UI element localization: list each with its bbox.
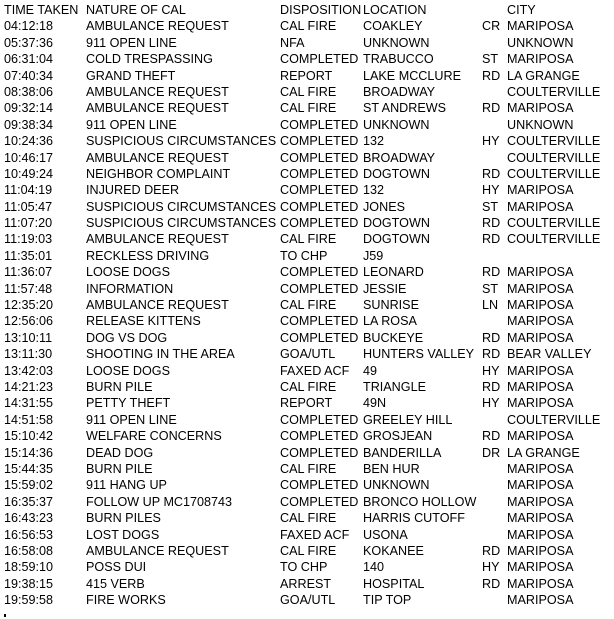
cell-city: COULTERVILLE <box>507 166 601 181</box>
cell-location: HARRIS CUTOFF <box>363 511 465 526</box>
cell-location: LA ROSA <box>363 314 417 329</box>
cell-nature: PETTY THEFT <box>86 396 171 411</box>
header-time-taken: TIME TAKEN <box>4 3 79 17</box>
table-row <box>4 461 610 477</box>
cell-street-suffix: HY <box>482 363 500 378</box>
cell-time: 10:49:24 <box>4 166 54 181</box>
cell-disposition: CAL FIRE <box>280 84 337 99</box>
cell-location: BRONCO HOLLOW <box>363 494 477 509</box>
cell-disposition: COMPLETED <box>280 117 359 132</box>
cell-time: 14:51:58 <box>4 412 54 427</box>
cell-nature: POSS DUI <box>86 560 147 575</box>
cell-time: 11:35:01 <box>4 248 53 263</box>
table-row <box>4 264 610 280</box>
table-row <box>4 445 610 461</box>
table-row <box>4 363 610 379</box>
cell-street-suffix: ST <box>482 281 499 296</box>
cell-city: COULTERVILLE <box>507 232 601 247</box>
cell-location: 132 <box>363 183 385 198</box>
table-row <box>4 100 610 116</box>
cell-location: DOGTOWN <box>363 166 430 181</box>
table-row <box>4 150 610 166</box>
header-city: CITY <box>507 3 536 17</box>
cell-city: MARIPOSA <box>507 511 574 526</box>
header-location: LOCATION <box>363 3 427 17</box>
cell-disposition: COMPLETED <box>280 281 359 296</box>
cell-location: GREELEY HILL <box>363 412 453 427</box>
cell-nature: GRAND THEFT <box>86 68 176 83</box>
table-row <box>4 166 610 182</box>
cell-location: LAKE MCCLURE <box>363 68 461 83</box>
cell-time: 11:07:20 <box>4 216 53 231</box>
cell-time: 14:21:23 <box>4 379 54 394</box>
cell-street-suffix: DR <box>482 445 501 460</box>
cell-time: 12:35:20 <box>4 298 54 313</box>
cell-disposition: CAL FIRE <box>280 232 337 247</box>
cell-city: MARIPOSA <box>507 379 574 394</box>
cell-time: 08:38:06 <box>4 84 54 99</box>
cell-time: 07:40:34 <box>4 68 54 83</box>
cell-location: BUCKEYE <box>363 330 424 345</box>
cell-disposition: COMPLETED <box>280 52 359 67</box>
cell-street-suffix: HY <box>482 560 500 575</box>
cell-time: 13:42:03 <box>4 363 54 378</box>
cell-street-suffix: HY <box>482 396 500 411</box>
cell-city: MARIPOSA <box>507 429 574 444</box>
cell-nature: 911 OPEN LINE <box>86 35 177 50</box>
cell-disposition: COMPLETED <box>280 265 359 280</box>
table-body <box>4 18 610 608</box>
cell-disposition: FAXED ACF <box>280 363 350 378</box>
cell-disposition: COMPLETED <box>280 183 359 198</box>
cell-street-suffix: RD <box>482 265 501 280</box>
cell-city: MARIPOSA <box>507 576 574 591</box>
cell-disposition: FAXED ACF <box>280 527 350 542</box>
cell-city: MARIPOSA <box>507 478 574 493</box>
cell-time: 09:32:14 <box>4 101 54 116</box>
cell-nature: COLD TRESPASSING <box>86 52 213 67</box>
table-row <box>4 428 610 444</box>
cell-street-suffix: RD <box>482 543 501 558</box>
table-row <box>4 527 610 543</box>
cell-location: BROADWAY <box>363 150 436 165</box>
cell-street-suffix: RD <box>482 347 501 362</box>
cell-time: 16:58:08 <box>4 543 54 558</box>
cell-nature: FIRE WORKS <box>86 593 166 608</box>
cell-disposition: COMPLETED <box>280 216 359 231</box>
cell-location: HOSPITAL <box>363 576 425 591</box>
cell-disposition: REPORT <box>280 396 333 411</box>
table-row <box>4 199 610 215</box>
table-row <box>4 559 610 575</box>
cell-location: JONES <box>363 199 405 214</box>
cell-nature: INJURED DEER <box>86 183 180 198</box>
cell-nature: DEAD DOG <box>86 445 154 460</box>
cell-location: COAKLEY <box>363 19 423 34</box>
cell-time: 11:05:47 <box>4 199 53 214</box>
cell-location: JESSIE <box>363 281 407 296</box>
cell-time: 16:43:23 <box>4 511 54 526</box>
cell-city: MARIPOSA <box>507 52 574 67</box>
table-row <box>4 313 610 329</box>
cell-street-suffix: RD <box>482 379 501 394</box>
cell-city: MARIPOSA <box>507 314 574 329</box>
cell-city: MARIPOSA <box>507 265 574 280</box>
cell-time: 11:36:07 <box>4 265 53 280</box>
cell-street-suffix: RD <box>482 330 501 345</box>
cell-time: 15:44:35 <box>4 461 54 476</box>
cell-city: LA GRANGE <box>507 445 580 460</box>
cell-street-suffix: RD <box>482 166 501 181</box>
cell-nature: AMBULANCE REQUEST <box>86 19 229 34</box>
page-mark <box>4 614 6 617</box>
cell-nature: AMBULANCE REQUEST <box>86 543 229 558</box>
cell-city: MARIPOSA <box>507 494 574 509</box>
cell-disposition: GOA/UTL <box>280 347 336 362</box>
table-row <box>4 68 610 84</box>
cell-nature: FOLLOW UP MC1708743 <box>86 494 233 509</box>
cell-nature: SHOOTING IN THE AREA <box>86 347 235 362</box>
cell-nature: RELEASE KITTENS <box>86 314 201 329</box>
table-row <box>4 35 610 51</box>
cell-nature: SUSPICIOUS CIRCUMSTANCES <box>86 199 277 214</box>
cell-nature: AMBULANCE REQUEST <box>86 298 229 313</box>
cell-street-suffix: HY <box>482 134 500 149</box>
cell-time: 15:59:02 <box>4 478 54 493</box>
cell-time: 11:19:03 <box>4 232 53 247</box>
cell-street-suffix: CR <box>482 19 501 34</box>
cell-nature: RECKLESS DRIVING <box>86 248 210 263</box>
cell-street-suffix: RD <box>482 429 501 444</box>
cell-nature: 911 OPEN LINE <box>86 117 177 132</box>
cell-disposition: CAL FIRE <box>280 543 337 558</box>
cell-street-suffix: RD <box>482 232 501 247</box>
cell-time: 19:38:15 <box>4 576 54 591</box>
cell-street-suffix: ST <box>482 52 499 67</box>
cell-street-suffix: RD <box>482 216 501 231</box>
cell-city: MARIPOSA <box>507 183 574 198</box>
table-row <box>4 231 610 247</box>
cell-nature: AMBULANCE REQUEST <box>86 150 229 165</box>
cell-location: LEONARD <box>363 265 424 280</box>
cell-disposition: GOA/UTL <box>280 593 336 608</box>
cell-disposition: REPORT <box>280 68 333 83</box>
cell-time: 10:24:36 <box>4 134 54 149</box>
cell-location: 132 <box>363 134 385 149</box>
table-row <box>4 133 610 149</box>
cell-city: BEAR VALLEY <box>507 347 592 362</box>
cell-nature: LOOSE DOGS <box>86 363 170 378</box>
cell-time: 12:56:06 <box>4 314 54 329</box>
cell-location: 49 <box>363 363 378 378</box>
cell-disposition: CAL FIRE <box>280 19 337 34</box>
cell-nature: 415 VERB <box>86 576 145 591</box>
cell-street-suffix: LN <box>482 298 499 313</box>
cell-street-suffix: RD <box>482 101 501 116</box>
table-row <box>4 379 610 395</box>
cell-city: UNKNOWN <box>507 35 574 50</box>
cell-nature: LOST DOGS <box>86 527 160 542</box>
cell-disposition: COMPLETED <box>280 199 359 214</box>
cell-location: ST ANDREWS <box>363 101 447 116</box>
cell-location: TRIANGLE <box>363 379 426 394</box>
cell-city: MARIPOSA <box>507 298 574 313</box>
cell-city: MARIPOSA <box>507 543 574 558</box>
cell-nature: 911 OPEN LINE <box>86 412 177 427</box>
cell-disposition: TO CHP <box>280 248 328 263</box>
cell-time: 04:12:18 <box>4 19 54 34</box>
cell-city: MARIPOSA <box>507 396 574 411</box>
cell-nature: AMBULANCE REQUEST <box>86 84 229 99</box>
cell-time: 15:14:36 <box>4 445 54 460</box>
table-row <box>4 215 610 231</box>
cell-location: 140 <box>363 560 385 575</box>
table-row <box>4 297 610 313</box>
cell-city: MARIPOSA <box>507 330 574 345</box>
cell-nature: BURN PILE <box>86 461 153 476</box>
cell-time: 16:56:53 <box>4 527 54 542</box>
cell-city: MARIPOSA <box>507 593 574 608</box>
cell-city: MARIPOSA <box>507 101 574 116</box>
table-row <box>4 281 610 297</box>
table-row <box>4 494 610 510</box>
table-row <box>4 248 610 264</box>
cell-city: COULTERVILLE <box>507 84 601 99</box>
cell-disposition: COMPLETED <box>280 494 359 509</box>
cell-time: 11:04:19 <box>4 183 53 198</box>
cell-city: COULTERVILLE <box>507 150 601 165</box>
cell-city: MARIPOSA <box>507 560 574 575</box>
cell-nature: DOG VS DOG <box>86 330 168 345</box>
cell-city: MARIPOSA <box>507 199 574 214</box>
cell-city: LA GRANGE <box>507 68 580 83</box>
cell-disposition: ARREST <box>280 576 332 591</box>
cell-disposition: COMPLETED <box>280 150 359 165</box>
cell-location: SUNRISE <box>363 298 419 313</box>
cell-disposition: COMPLETED <box>280 166 359 181</box>
cell-location: DOGTOWN <box>363 216 430 231</box>
cell-disposition: COMPLETED <box>280 445 359 460</box>
cell-street-suffix: HY <box>482 183 500 198</box>
cell-city: UNKNOWN <box>507 117 574 132</box>
cell-disposition: COMPLETED <box>280 134 359 149</box>
cell-location: KOKANEE <box>363 543 424 558</box>
table-row <box>4 543 610 559</box>
cell-disposition: CAL FIRE <box>280 461 337 476</box>
cell-city: COULTERVILLE <box>507 412 601 427</box>
cell-location: BANDERILLA <box>363 445 442 460</box>
table-row <box>4 576 610 592</box>
cell-disposition: CAL FIRE <box>280 298 337 313</box>
cell-disposition: COMPLETED <box>280 330 359 345</box>
table-row <box>4 18 610 34</box>
cell-location: BROADWAY <box>363 84 436 99</box>
header-disposition: DISPOSITION <box>280 3 362 17</box>
cell-disposition: COMPLETED <box>280 412 359 427</box>
cell-city: MARIPOSA <box>507 527 574 542</box>
cell-time: 14:31:55 <box>4 396 54 411</box>
cell-nature: SUSPICIOUS CIRCUMSTANCES <box>86 134 277 149</box>
table-row <box>4 395 610 411</box>
cell-nature: WELFARE CONCERNS <box>86 429 222 444</box>
cell-city: COULTERVILLE <box>507 134 601 149</box>
table-row <box>4 510 610 526</box>
cell-city: MARIPOSA <box>507 19 574 34</box>
cell-location: GROSJEAN <box>363 429 433 444</box>
cell-time: 13:10:11 <box>4 330 53 345</box>
cell-disposition: COMPLETED <box>280 429 359 444</box>
cell-city: MARIPOSA <box>507 461 574 476</box>
table-row <box>4 346 610 362</box>
cell-nature: BURN PILE <box>86 379 153 394</box>
cell-time: 06:31:04 <box>4 52 54 67</box>
cell-time: 05:37:36 <box>4 35 54 50</box>
cell-disposition: COMPLETED <box>280 314 359 329</box>
cell-nature: NEIGHBOR COMPLAINT <box>86 166 231 181</box>
cell-nature: AMBULANCE REQUEST <box>86 101 229 116</box>
cell-time: 11:57:48 <box>4 281 53 296</box>
cell-location: UNKNOWN <box>363 117 430 132</box>
cell-city: COULTERVILLE <box>507 216 601 231</box>
cell-time: 15:10:42 <box>4 429 54 444</box>
table-row <box>4 330 610 346</box>
call-log-table <box>4 2 610 608</box>
cell-time: 10:46:17 <box>4 150 54 165</box>
cell-nature: AMBULANCE REQUEST <box>86 232 229 247</box>
cell-disposition: CAL FIRE <box>280 101 337 116</box>
cell-disposition: CAL FIRE <box>280 379 337 394</box>
cell-disposition: COMPLETED <box>280 478 359 493</box>
cell-location: HUNTERS VALLEY <box>363 347 475 362</box>
table-row <box>4 84 610 100</box>
cell-nature: LOOSE DOGS <box>86 265 170 280</box>
cell-disposition: CAL FIRE <box>280 511 337 526</box>
cell-time: 09:38:34 <box>4 117 54 132</box>
table-row <box>4 592 610 608</box>
cell-street-suffix: RD <box>482 576 501 591</box>
cell-location: USONA <box>363 527 408 542</box>
cell-time: 18:59:10 <box>4 560 54 575</box>
table-row <box>4 51 610 67</box>
table-row <box>4 182 610 198</box>
table-row <box>4 412 610 428</box>
cell-nature: INFORMATION <box>86 281 174 296</box>
cell-nature: 911 HANG UP <box>86 478 167 493</box>
cell-time: 13:11:30 <box>4 347 53 362</box>
cell-street-suffix: ST <box>482 199 499 214</box>
cell-location: BEN HUR <box>363 461 420 476</box>
cell-time: 16:35:37 <box>4 494 54 509</box>
table-header <box>4 2 610 18</box>
cell-location: UNKNOWN <box>363 35 430 50</box>
table-row <box>4 477 610 493</box>
cell-location: 49N <box>363 396 387 411</box>
cell-location: DOGTOWN <box>363 232 430 247</box>
cell-street-suffix: RD <box>482 68 501 83</box>
cell-disposition: NFA <box>280 35 305 50</box>
header-nature-of-call: NATURE OF CAL <box>86 3 186 17</box>
cell-location: UNKNOWN <box>363 478 430 493</box>
cell-location: J59 <box>363 248 384 263</box>
cell-location: TIP TOP <box>363 593 412 608</box>
table-row <box>4 117 610 133</box>
cell-location: TRABUCCO <box>363 52 434 67</box>
cell-city: MARIPOSA <box>507 281 574 296</box>
cell-disposition: TO CHP <box>280 560 328 575</box>
cell-time: 19:59:58 <box>4 593 54 608</box>
cell-city: MARIPOSA <box>507 363 574 378</box>
cell-nature: SUSPICIOUS CIRCUMSTANCES <box>86 216 277 231</box>
cell-nature: BURN PILES <box>86 511 161 526</box>
